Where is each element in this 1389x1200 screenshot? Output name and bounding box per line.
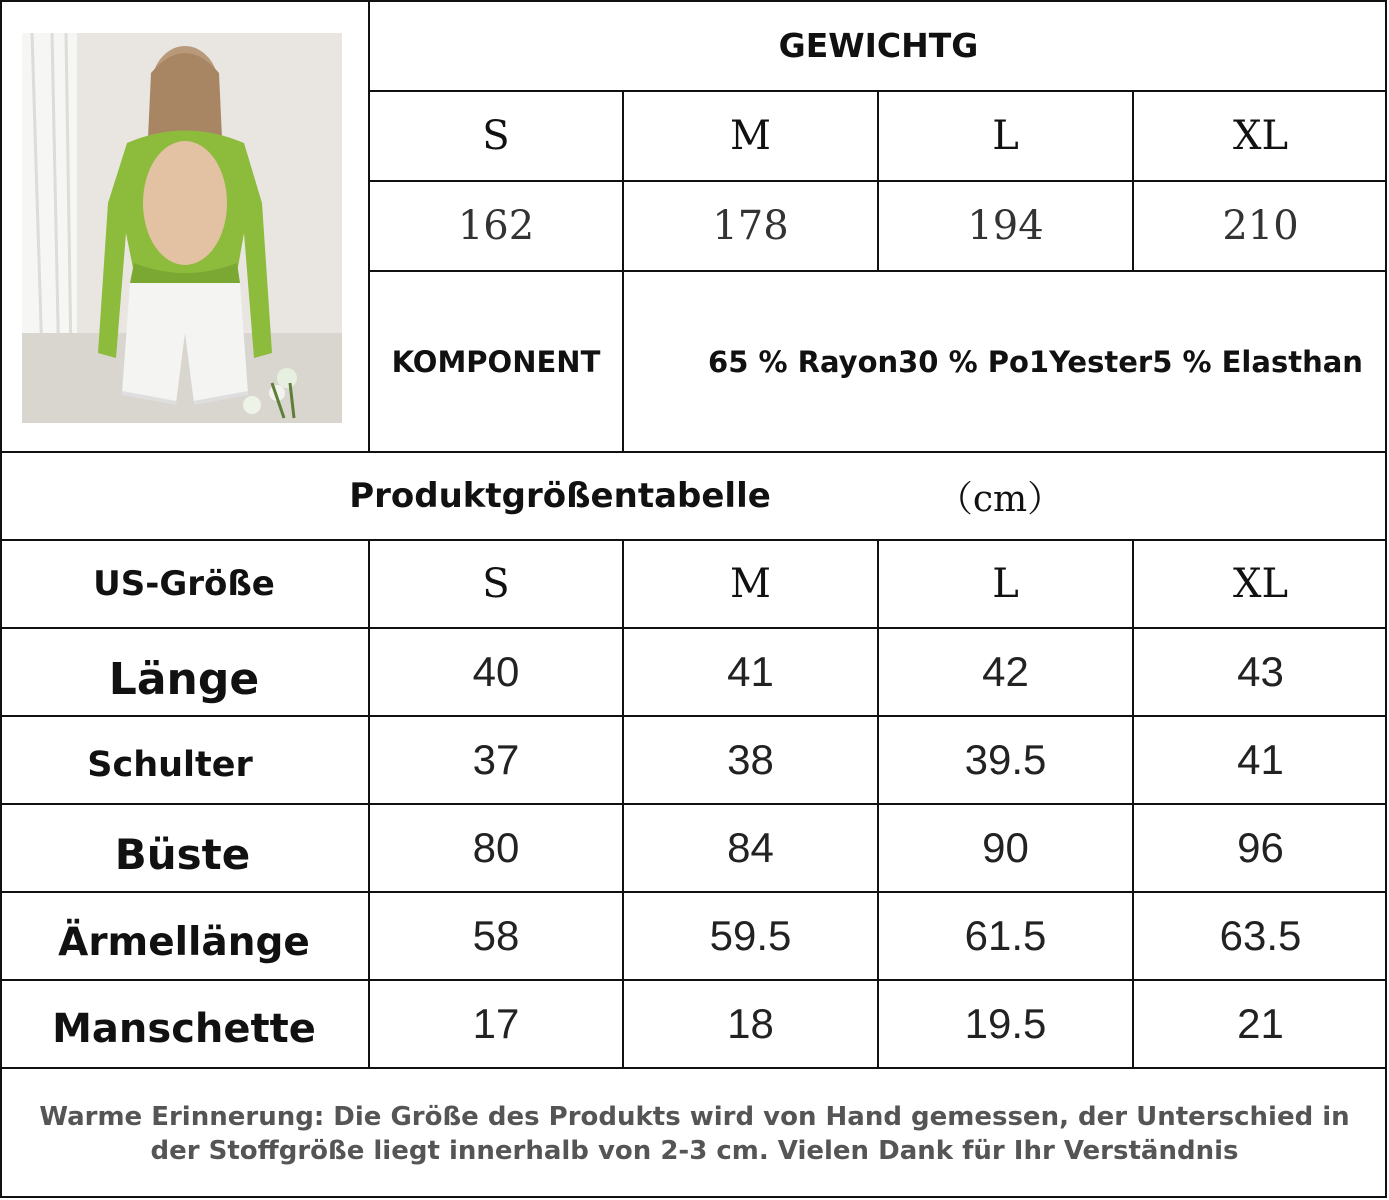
table-cell: 80 [472,824,520,871]
table-cell: 43 [1237,648,1284,695]
component-value: 65 % Rayon30 % Po1Yester5 % Elasthan [708,344,1363,379]
table-cell: 96 [1237,824,1284,871]
weight-value-xl: 210 [1222,203,1299,249]
table-cell: 37 [472,736,520,783]
product-photo [22,33,342,423]
table-cell: 63.5 [1219,912,1302,959]
weight-value-l: 194 [967,203,1044,249]
table-cell: 39.5 [964,736,1047,783]
table-cell: 17 [472,1000,520,1047]
table-cell: 61.5 [964,912,1047,959]
chart-size-xl: XL [1232,561,1289,607]
row-label-manschette: Manschette [52,1006,316,1052]
weight-title: GEWICHTG [778,25,979,65]
table-cell: 58 [472,912,520,959]
table-cell: 41 [1237,736,1284,783]
table-cell: 41 [727,648,774,695]
table-cell: 59.5 [709,912,792,959]
row-label-bueste: Büste [114,829,251,879]
size-chart-unit: （cm） [936,478,1064,520]
size-chart-title: Produktgrößentabelle [349,476,771,516]
row-label-schulter: Schulter [87,745,253,785]
table-cell: 42 [982,648,1029,695]
row-label-laenge: Länge [108,653,260,705]
component-label: KOMPONENT [391,344,601,379]
note-line-2: der Stoffgröße liegt innerhalb von 2-3 cm. Vielen Dank für Ihr Verständnis [150,1136,1239,1166]
table-cell: 19.5 [964,1000,1047,1047]
weight-value-s: 162 [457,203,535,249]
weight-size-l: L [992,113,1019,159]
table-cell: 18 [727,1000,774,1047]
divider [0,1067,1387,1069]
us-size-label: US-Größe [93,564,275,604]
row-label-aermellaenge: Ärmellänge [58,919,310,965]
measurement-note [0,1100,1389,1168]
weight-size-xl: XL [1232,113,1289,159]
table-cell: 84 [727,824,774,871]
chart-size-l: L [992,561,1019,607]
table-cell: 40 [472,648,520,695]
table-cell: 21 [1237,1000,1284,1047]
weight-size-s: S [482,113,510,159]
table-cell: 90 [982,824,1029,871]
note-line-1: Warme Erinnerung: Die Größe des Produkts wird von Hand gemessen, der Unterschied in [39,1102,1350,1132]
chart-size-m: M [730,561,771,607]
table-cell: 38 [727,736,774,783]
chart-size-s: S [482,561,510,607]
weight-value-m: 178 [712,203,789,249]
weight-size-m: M [730,113,771,159]
